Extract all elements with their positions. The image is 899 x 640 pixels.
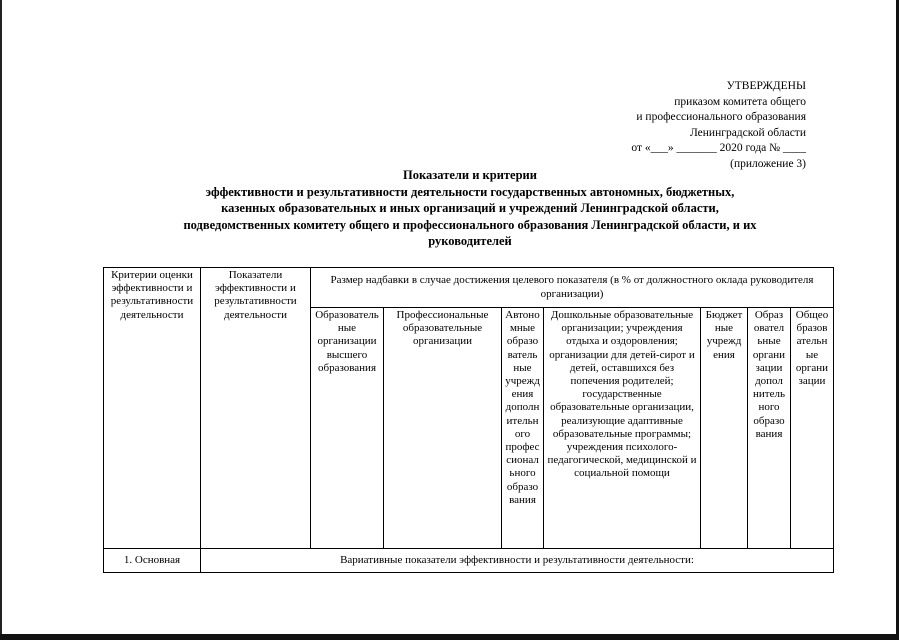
approval-line: Ленинградской области <box>689 126 806 139</box>
approval-stamp <box>560 79 806 172</box>
document-title <box>120 167 820 250</box>
criteria-table <box>103 267 834 573</box>
sub-header-preschool: Дошкольные образовательные организации; учреждения отдыха и оздоровления; организации для детей-сирот и детей, оставшихся без попечения родителей; государственные образовательные организации, реализующие адаптивные образовательные программы; учреждения психолого-педагогической, медицинской и социальной помощи <box>544 308 701 549</box>
group-header-bonus: Размер надбавки в случае достижения целевого показателя (в % от должностного оклада руководителя организации) <box>311 268 834 308</box>
row-variative-indicators: Вариативные показатели эффективности и результативности деятельности: <box>201 549 834 573</box>
approval-heading: УТВЕРЖДЕНЫ <box>726 80 806 92</box>
title-line: Показатели и критерии <box>403 168 537 182</box>
sub-header-higher-education: Образователь ные организации высшего образования <box>311 308 384 549</box>
title-line: эффективности и результативности деятельности государственных автономных, бюджетных, <box>205 184 735 199</box>
title-line: подведомственных комитету общего и профессионального образования Ленинградской области, и их <box>183 217 757 232</box>
title-line: руководителей <box>428 234 512 248</box>
col-header-indicators: Показатели эффективности и результативности деятельности <box>201 268 311 549</box>
approval-appendix: (приложение 3) <box>730 157 806 170</box>
sub-header-autonomous-additional-prof: Автоно мные образо ватель ные учрежд ения дополн ительн ого профес сионал ьного образо вания <box>502 308 544 549</box>
col-header-criteria: Критерии оценки эффективности и результативности деятельности <box>104 268 201 549</box>
scan-edge-bottom <box>0 634 899 640</box>
title-line: казенных образовательных и иных организаций и учреждений Ленинградской области, <box>221 201 719 215</box>
sub-header-additional-education: Образ овател ьные органи зации допол нитель ного образо вания <box>748 308 791 549</box>
sub-header-general-education: Общео бразов ательн ые органи зации <box>791 308 834 549</box>
approval-line: приказом комитета общего <box>674 95 806 108</box>
approval-line: и профессионального образования <box>636 111 806 123</box>
scan-edge-left <box>0 0 2 640</box>
row-label-main: 1. Основная <box>104 549 201 573</box>
sub-header-budget: Бюджет ные учрежд ения <box>701 308 748 549</box>
approval-date-line: от «___» _______ 2020 года № ____ <box>631 142 806 154</box>
sub-header-professional: Профессиональные образовательные организации <box>384 308 502 549</box>
